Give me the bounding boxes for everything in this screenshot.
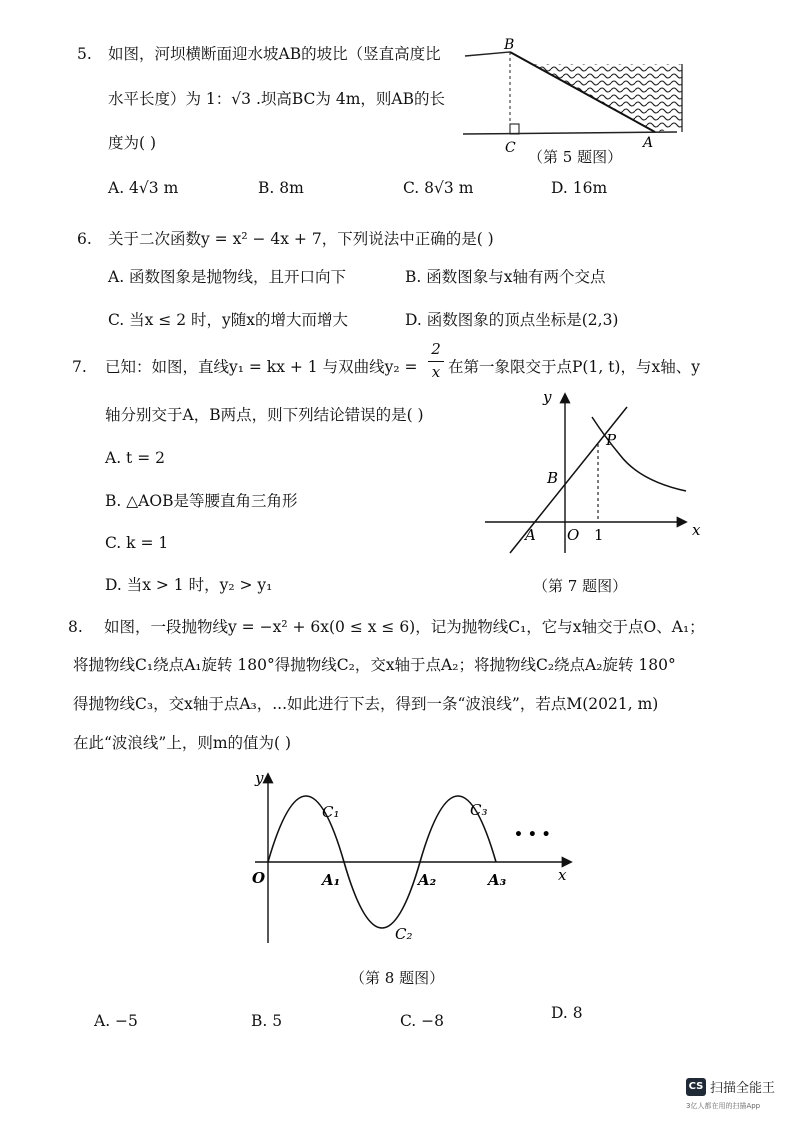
q5-text-line2: 水平长度）为 1：√3 .坝高BC为 4m，则AB的长	[108, 90, 445, 108]
q8-label-c3: C₃	[470, 801, 488, 819]
q5-number: 5.	[77, 45, 92, 63]
q5-label-b: B	[504, 37, 515, 53]
q6-stem: 关于二次函数y = x² − 4x + 7，下列说法中正确的是( )	[108, 230, 494, 248]
q5-caption: （第 5 题图）	[528, 148, 623, 166]
q7-label-x: x	[692, 521, 701, 539]
q6-option-d: D. 函数图象的顶点坐标是(2,3)	[405, 311, 619, 329]
q6-option-c: C. 当x ≤ 2 时，y随x的增大而增大	[108, 311, 349, 329]
q5-option-c: C. 8√3 m	[403, 179, 474, 197]
q8-text-line2: 将抛物线C₁绕点A₁旋转 180°得抛物线C₂，交x轴于点A₂；将抛物线C₂绕点A₂旋转 180°	[73, 656, 676, 674]
q8-number: 8.	[68, 618, 83, 636]
q7-option-a: A. t = 2	[105, 449, 165, 467]
q5-option-d: D. 16m	[551, 179, 608, 197]
scanner-tagline: 3亿人都在用的扫描App	[686, 1102, 761, 1110]
q8-label-x: x	[558, 866, 567, 884]
q8-figure	[240, 765, 585, 955]
q7-label-p: P	[606, 431, 617, 449]
q7-label-one: 1	[594, 526, 604, 544]
scanner-logo-icon: CS	[686, 1078, 706, 1096]
q8-option-a: A. −5	[94, 1012, 138, 1030]
q8-label-a1: A₁	[322, 871, 341, 889]
q6-option-b: B. 函数图象与x轴有两个交点	[405, 268, 606, 286]
q5-text-line3: 度为( )	[108, 134, 157, 152]
q7-label-y: y	[543, 388, 552, 406]
q5-option-b: B. 8m	[258, 179, 304, 197]
q8-label-a2: A₂	[418, 871, 437, 889]
scanner-app-name: 扫描全能王	[710, 1081, 776, 1096]
q8-label-y: y	[255, 769, 264, 787]
q7-label-o: O	[567, 526, 580, 544]
q8-label-c2: C₂	[395, 925, 413, 943]
q8-label-c1: C₁	[322, 803, 340, 821]
q7-fraction-bar	[428, 361, 444, 362]
q8-continuation-dots: • • •	[514, 827, 551, 843]
q8-label-o: O	[252, 869, 266, 887]
q8-text-line4: 在此“波浪线”上，则m的值为( )	[73, 734, 292, 752]
q7-figure	[480, 385, 720, 560]
q8-option-d: D. 8	[551, 1004, 583, 1022]
q7-label-a: A	[525, 526, 536, 544]
q8-label-a3: A₃	[488, 871, 507, 889]
q8-caption: （第 8 题图）	[350, 969, 445, 987]
q5-label-c: C	[505, 140, 516, 156]
q7-stem-part-b: 在第一象限交于点P(1, t)，与x轴、y	[448, 358, 700, 376]
q7-stem-line2: 轴分别交于A，B两点，则下列结论错误的是( )	[105, 406, 424, 424]
q7-label-b: B	[547, 469, 559, 487]
q7-fraction-numerator: 2	[431, 340, 441, 358]
q5-option-a: A. 4√3 m	[108, 179, 179, 197]
q6-number: 6.	[77, 230, 92, 248]
q8-text-line3: 得抛物线C₃，交x轴于点A₃，...如此进行下去，得到一条“波浪线”，若点M(2021, m)	[73, 695, 659, 713]
q5-label-a: A	[643, 135, 654, 151]
q7-option-c: C. k = 1	[105, 534, 169, 552]
q8-option-b: B. 5	[251, 1012, 283, 1030]
q6-option-a: A. 函数图象是抛物线，且开口向下	[108, 268, 347, 286]
q7-number: 7.	[72, 358, 87, 376]
q7-stem-part-a: 已知：如图，直线y₁ = kx + 1 与双曲线y₂ =	[105, 358, 418, 376]
q8-option-c: C. −8	[400, 1012, 445, 1030]
q8-text-line1: 如图，一段抛物线y = −x² + 6x(0 ≤ x ≤ 6)，记为抛物线C₁，它与x轴交于点O、A₁；	[104, 618, 705, 636]
q7-caption: （第 7 题图）	[533, 577, 628, 595]
q7-option-d: D. 当x > 1 时，y₂ > y₁	[105, 576, 273, 594]
q7-option-b: B. △AOB是等腰直角三角形	[105, 492, 298, 510]
q7-fraction-denominator: x	[431, 363, 441, 381]
q5-text-line1: 如图，河坝横断面迎水坡AB的坡比（竖直高度比	[108, 45, 441, 63]
